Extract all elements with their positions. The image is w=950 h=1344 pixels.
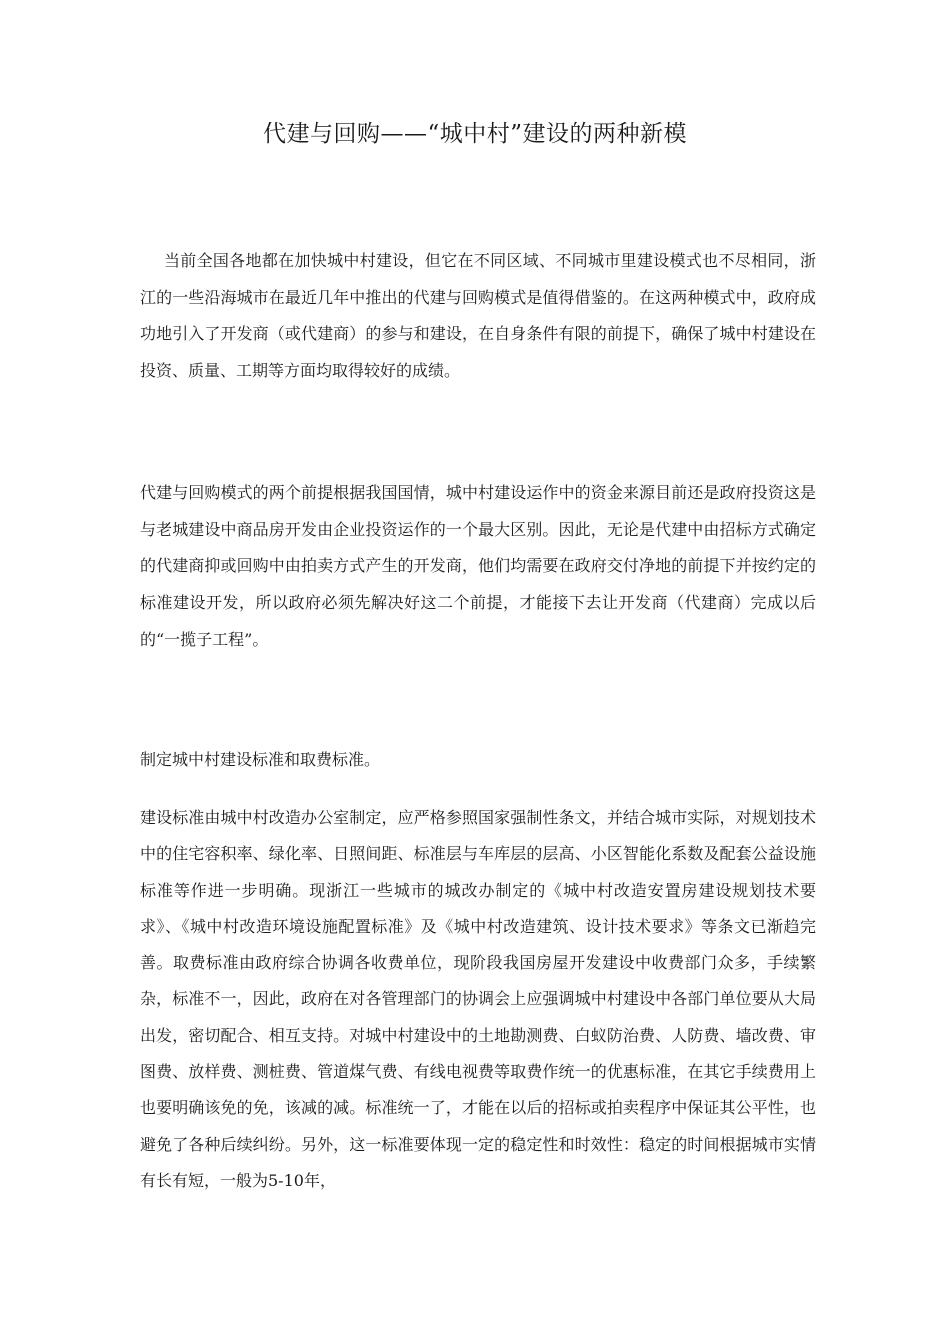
document-title: 代建与回购——“城中村”建设的两种新模 [262, 121, 688, 147]
section-heading-standards: 制定城中村建设标准和取费标准。 [140, 750, 381, 769]
paragraph-standards: 建设标准由城中村改造办公室制定，应严格参照国家强制性条文，并结合城市实际，对规划技术中的住宅容积率、绿化率、日照间距、标准层与车库层的层高、小区智能化系数及配套公益设施标准等作进一步明确。现浙江一些城市的城改办制定的《城中村改造安置房建设规划技术要求》、《城中村改造环境设施配置标准》及《城中村改造建筑、设计技术要求》等条文已渐趋完善。取费标准由政府综合协调各收费单位，现阶段我国房屋开发建设中收费部门众多，手续繁杂，标准不一，因此，政府在对各管理部门的协调会上应强调城中村建设中各部门单位要从大局出发，密切配合、相互支持。对城中村建设中的土地勘测费、白蚁防治费、人防费、墙改费、审图费、放样费、测桩费、管道煤气费、有线电视费等取费作统一的优惠标准，在其它手续费用上也要明确该免的免，该减的减。标准统一了，才能在以后的招标或拍卖程序中保证其公平性，也避免了各种后续纠纷。另外，这一标准要体现一定的稳定性和时效性：稳定的时间根据城市实情有长有短，一般为5-10年， [140, 808, 816, 1190]
paragraph-intro: 当前全国各地都在加快城中村建设，但它在不同区域、不同城市里建设模式也不尽相同，浙江的一些沿海城市在最近几年中推出的代建与回购模式是值得借鉴的。在这两种模式中，政府成功地引入了开发商（或代建商）的参与和建设，在自身条件有限的前提下，确保了城中村建设在投资、质量、工期等方面均取得较好的成绩。 [140, 251, 816, 381]
paragraph-preconditions: 代建与回购模式的两个前提根据我国国情，城中村建设运作中的资金来源目前还是政府投资这是与老城建设中商品房开发由企业投资运作的一个最大区别。因此，无论是代建中由招标方式确定的代建商抑或回购中由拍卖方式产生的开发商，他们均需要在政府交付净地的前提下并按约定的标准建设开发，所以政府必须先解决好这二个前提，才能接下去让开发商（代建商）完成以后的“一揽子工程”。 [140, 483, 816, 649]
